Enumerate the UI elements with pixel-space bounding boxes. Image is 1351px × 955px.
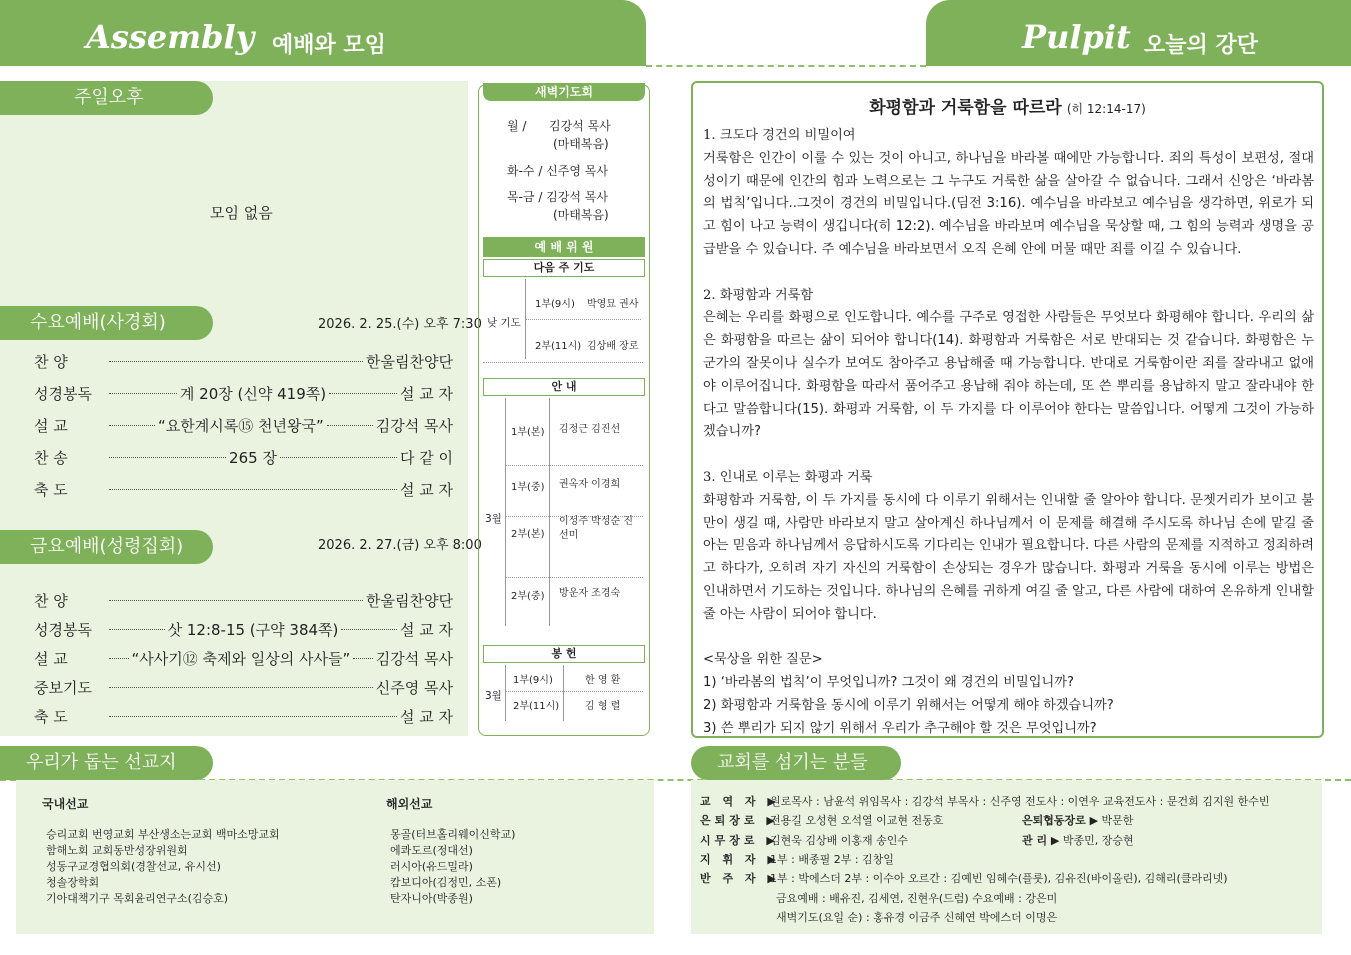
dawn-mon-book: (마태복음) xyxy=(553,137,609,151)
order-content: 계 20장 (신약 419쪽) xyxy=(179,384,327,403)
guide-service: 1부(중) xyxy=(511,482,545,493)
accompanist-label: 반 주 자 ▶ xyxy=(700,872,780,885)
domestic-mission-item: 청솔장학회 xyxy=(46,876,100,889)
pulpit-korean-title: 오늘의 강단 xyxy=(1144,33,1258,58)
active-elders-label: 시무장로 ▶ xyxy=(700,834,779,847)
guide-names: 권옥자 이경희 xyxy=(559,479,621,490)
domestic-mission-item: 기아대책기구 목회윤리연구소(김승호) xyxy=(46,892,229,905)
accompanists-dawn: 새벽기도(요일 순) : 홍유경 이금주 신혜연 박에스더 이명은 xyxy=(776,911,1058,924)
leader-dots xyxy=(109,716,397,717)
order-row xyxy=(34,705,453,727)
fri-section-title: 금요예배(성령집회) xyxy=(0,530,213,564)
leader-dots xyxy=(280,457,397,458)
leader-dots xyxy=(353,658,373,659)
management: 박종민, 장승현 xyxy=(1062,834,1134,847)
active-elders: 김현욱 김상배 이홍재 송인수 xyxy=(770,834,909,847)
order-row xyxy=(34,446,453,468)
order-row xyxy=(34,618,453,640)
order-label: 찬 양 xyxy=(34,352,68,371)
leader-dots xyxy=(109,489,397,490)
leader-dots xyxy=(327,425,373,426)
guide-service: 2부(본) xyxy=(511,529,545,540)
question-2: 2) 화평함과 거룩함을 동시에 이루기 위해서는 어떻게 해야 하겠습니까? xyxy=(703,697,1114,713)
question-1: 1) ‘바라봄의 법칙’이 무엇입니까? 그것이 왜 경건의 비밀입니까? xyxy=(703,675,1074,691)
leader-dots xyxy=(109,361,363,362)
leader-dots xyxy=(109,600,363,601)
guide-divider xyxy=(505,577,643,578)
management-label: 관 리 ▶ xyxy=(1022,834,1060,847)
noon-2nd-service: 2부(11시) xyxy=(535,341,582,352)
order-leader: 김강석 목사 xyxy=(375,416,454,435)
domestic-mission-item: 승리교회 번영교회 부산생소는교회 백마소망교회 xyxy=(46,828,280,841)
guide-title: 안 내 xyxy=(483,378,645,396)
assembly-script-title: Assembly xyxy=(86,18,255,56)
overseas-mission-item: 몽골(터브홀리웨이신학교) xyxy=(390,828,516,841)
retired-elders: 전용길 오성현 오석열 이교현 전동호 xyxy=(770,814,944,827)
wed-section-title: 수요예배(사경회) xyxy=(0,306,213,340)
sermon-reference: (히 12:14-17) xyxy=(1066,102,1146,116)
order-content: “요한계시록⑮ 천년왕국” xyxy=(158,416,324,435)
sermon-title: 화평함과 거룩함을 따르라 xyxy=(869,98,1062,118)
section-3-body: 화평함과 거룩함, 이 두 가지를 동시에 다 이루기 위해서는 인내할 줄 알아야 합니다. 문젯거리가 보이고 불만이 생길 때, 사람만 바라보지 말고 살아계신 하나님께서 이 문제를 해결해 주시도록 하나님 손에 맡길 줄 아는 믿음과 하나님께서 응답하시도록 기다리는 인내가 필요합니다. 다른 사람의 문제를 지적하고 정죄하려고 하다가, 오히려 자기 자신의 거룩함이 손상되는 경우가 많습니다. 화평과 거룩을 동시에 이루는 방법은 인내하면서 기도하는 것입니다. 하나님의 은혜를 귀하게 여길 줄 알고, 다른 사람에 대하여 온유하게 인내할 줄 아는 사람이 되어야 합니다. xyxy=(703,492,1314,622)
dawn-mon-leader: 김강석 목사 xyxy=(549,119,611,133)
retired-elders-label: 은퇴장로 ▶ xyxy=(700,814,779,827)
order-row xyxy=(34,589,453,611)
dawn-mon: 월 / xyxy=(507,119,527,133)
committee-title: 예 배 위 원 xyxy=(483,237,645,257)
leader-dots xyxy=(109,658,129,659)
order-label: 설 교 xyxy=(34,416,68,435)
offering-name: 한 영 환 xyxy=(585,675,621,686)
order-row xyxy=(34,478,453,500)
order-label: 찬 양 xyxy=(34,591,68,610)
conductors: 1부 : 배종필 2부 : 김창일 xyxy=(770,853,894,866)
order-row xyxy=(34,676,453,698)
noon-1st-name: 박영묘 권사 xyxy=(587,299,639,310)
domestic-mission-item: 성동구교경협의회(경찰선교, 유시선) xyxy=(46,860,221,873)
leader-dots xyxy=(109,393,177,394)
order-row xyxy=(34,382,453,404)
order-label: 중보기도 xyxy=(34,678,92,697)
dawn-title: 새벽기도회 xyxy=(483,83,645,101)
order-label: 찬 송 xyxy=(34,448,68,467)
overseas-mission-item: 러시아(유드밀라) xyxy=(390,860,473,873)
domestic-mission-item: 함해노회 교회동반성장위원회 xyxy=(46,844,188,857)
guide-service: 1부(본) xyxy=(511,427,545,438)
order-label: 축 도 xyxy=(34,480,68,499)
order-content: 삿 12:8-15 (구약 384쪽) xyxy=(167,620,339,639)
sermon-article xyxy=(691,81,1324,738)
pulpit-script-title: Pulpit xyxy=(1022,18,1131,56)
sunday-body: 모임 없음 xyxy=(210,204,273,222)
order-leader: 설 교 자 xyxy=(399,707,453,726)
order-leader: 신주영 목사 xyxy=(375,678,453,697)
guide-month: 3월 xyxy=(485,513,502,525)
dawn-thu-fri-book: (마태복음) xyxy=(553,208,609,222)
assembly-korean-title: 예배와 모임 xyxy=(272,33,386,58)
dawn-thu-fri: 목-금 / 김강석 목사 xyxy=(507,190,608,204)
servers-title: 교회를 섬기는 분들 xyxy=(691,746,901,780)
question-3: 3) 쓴 뿌리가 되지 않기 위해서 우리가 추구해야 할 것은 무엇입니까? xyxy=(703,720,1097,736)
order-leader: 설 교 자 xyxy=(399,480,453,499)
offering-service: 2부(11시) xyxy=(513,701,560,712)
header-right-tab xyxy=(926,0,1351,66)
leader-dots xyxy=(109,457,226,458)
order-leader: 다 같 이 xyxy=(399,448,453,467)
wed-date: 2026. 2. 25.(수) 오후 7:30 xyxy=(318,317,482,332)
overseas-mission-item: 캄보디아(김정민, 소폰) xyxy=(390,876,502,889)
order-label: 성경봉독 xyxy=(34,384,92,403)
guide-names: 방운자 조경숙 xyxy=(559,588,621,599)
order-leader: 김강석 목사 xyxy=(375,649,454,668)
accompanists: 1부 : 박에스더 2부 : 이수아 오르간 : 김예빈 임혜수(플룻), 김유진(바이올린), 김해리(클라리넷) xyxy=(770,872,1228,885)
guide-divider xyxy=(505,465,643,466)
overseas-missions-title: 해외선교 xyxy=(386,797,433,811)
dawn-tue-wed: 화-수 / 신주영 목사 xyxy=(507,164,608,178)
overseas-mission-item: 탄자니아(박종원) xyxy=(390,892,473,905)
section-1-heading: 1. 크도다 경건의 비밀이여 xyxy=(703,128,856,143)
accompanists-weekday: 금요예배 : 배유진, 김세연, 진현우(드럼) 수요예배 : 강은미 xyxy=(776,892,1058,905)
order-label: 축 도 xyxy=(34,707,68,726)
offering-name: 김 형 렬 xyxy=(585,701,621,712)
noon-prayer-label: 낮 기도 xyxy=(487,317,521,329)
offering-title: 봉 헌 xyxy=(483,645,645,663)
pastoral-staff-label: 교 역 자 ▶ xyxy=(700,795,780,808)
next-prayer-title: 다음 주 기도 xyxy=(483,259,645,277)
order-row xyxy=(34,414,453,436)
leader-dots xyxy=(341,629,397,630)
section-2-heading: 2. 화평함과 거룩함 xyxy=(703,287,814,303)
offering-month: 3월 xyxy=(485,690,502,702)
order-leader: 설 교 자 xyxy=(400,384,454,403)
offering-service: 1부(9시) xyxy=(513,675,553,686)
guide-names: 이성주 박성순 진선미 xyxy=(559,516,633,541)
leader-dots xyxy=(329,393,397,394)
noon-2nd-name: 김상배 장로 xyxy=(587,341,639,352)
conductor-label: 지 휘 자 ▶ xyxy=(700,853,780,866)
overseas-mission-item: 에콰도르(정대선) xyxy=(390,844,473,857)
leader-dots xyxy=(109,687,373,688)
guide-names: 김정근 김진선 xyxy=(559,424,621,435)
leader-dots xyxy=(109,629,165,630)
order-label: 성경봉독 xyxy=(34,620,92,639)
section-1-body: 거룩함은 인간이 이룰 수 있는 것이 아니고, 하나님을 바라볼 때에만 가능합니다. 죄의 특성이 보편성, 절대성이기 때문에 인간의 힘과 노력으로는 그 누구도 거룩한 삶을 살아갈 수 없습니다. 그래서 신앙은 ‘바라봄의 법칙’입니다..그것이 경건의 비밀입니다.(딤전 3:16). 예수님을 바라보고 예수님을 생각하면, 위로가 되고 힘이 나고 능력이 생깁니다(히 12:2). 예수님을 바라보며 예수님을 묵상할 때, 그 힘의 능력과 생명을 공급받을 수 있습니다. 주 예수님을 바라보면서 오직 은혜 안에 머물 때만 죄를 이길 수 있습니다. xyxy=(703,150,1314,257)
order-leader: 한울림찬양단 xyxy=(366,352,453,371)
section-2-body: 은혜는 우리를 화평으로 인도합니다. 예수를 구주로 영접한 사람들은 무엇보다 화평해야 합니다. 우리의 삶은 화평함을 따르는 삶이 되어야 합니다(14). 화평함과 거룩함은 서로 반대되는 것 같습니다. 화평함은 누군가의 잘못이나 실수가 보여도 참아주고 용납해줄 때 가능합니다. 반대로 거룩함이란 죄를 잘라내고 없애야 이루어집니다. 화평함을 따라서 품어주고 용납해 줘야 하는데, 또 쓴 뿌리를 용납하지 말고 잘라내야 한다고 말씀합니다(15). 화평과 거룩함, 이 두 가지를 다 이루어야 한다는 말씀입니다. 어떻게 그것이 가능하겠습니까? xyxy=(703,310,1314,440)
retired-assoc-elder: 박문한 xyxy=(1101,814,1134,827)
order-row xyxy=(34,647,453,669)
sunday-section-title: 주일오후 xyxy=(0,81,213,115)
leader-dots xyxy=(109,425,155,426)
domestic-missions-title: 국내선교 xyxy=(42,797,89,811)
header-divider xyxy=(646,65,926,67)
order-leader: 한울림찬양단 xyxy=(366,591,453,610)
fri-date: 2026. 2. 27.(금) 오후 8:00 xyxy=(318,538,482,553)
order-leader: 설 교 자 xyxy=(399,620,453,639)
pastoral-staff: 원로목사 : 남윤석 위임목사 : 김강석 부목사 : 신주영 전도사 : 이연우 교육전도사 : 문건희 김지원 한수빈 xyxy=(770,795,1270,808)
missions-title: 우리가 돕는 선교지 xyxy=(0,746,213,780)
questions-heading: <묵상을 위한 질문> xyxy=(703,652,823,668)
retired-assoc-elder-label: 은퇴협동장로 ▶ xyxy=(1022,814,1099,827)
guide-service: 2부(중) xyxy=(511,591,545,602)
noon-1st-service: 1부(9시) xyxy=(535,299,575,310)
schedule-sidebar xyxy=(478,84,650,736)
order-label: 설 교 xyxy=(34,649,68,668)
order-content: “사사기⑫ 축제와 일상의 사사들” xyxy=(131,649,351,668)
order-row xyxy=(34,350,453,372)
order-content: 265 장 xyxy=(229,448,277,467)
section-3-heading: 3. 인내로 이루는 화평과 거룩 xyxy=(703,469,873,485)
